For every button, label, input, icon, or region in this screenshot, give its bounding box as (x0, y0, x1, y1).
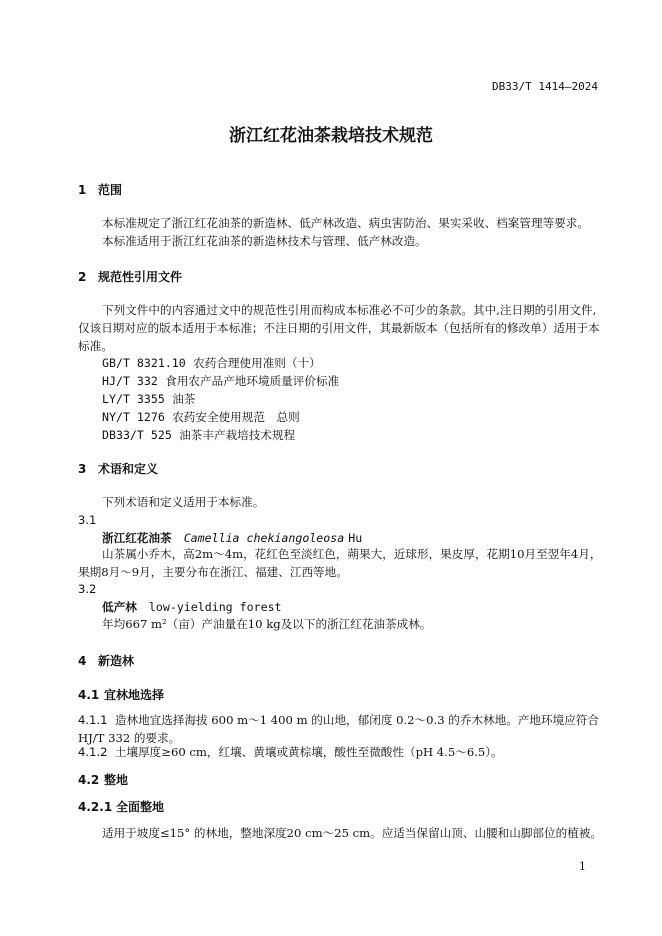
subsection-heading (78, 771, 128, 788)
reference-item (102, 409, 300, 425)
reference-item (102, 355, 321, 371)
reference-title: 油茶丰产栽培技术规程 (179, 428, 296, 442)
clause-number: 4.1.1 (78, 713, 108, 727)
reference-code: NY/T 1276 (102, 410, 165, 424)
reference-code: LY/T 3355 (102, 392, 165, 406)
clause (78, 744, 503, 760)
clause-text: 造林地宜选择海拔 600 m～1 400 m 的山地，郁闭度 0.2～0.3 的乔木林地。产地环境应符合 HJ/T 332 的要求。 (78, 713, 599, 745)
reference-item (102, 373, 339, 389)
section-title: 范围 (98, 183, 123, 197)
clause-number: 4.1.2 (78, 745, 108, 759)
clause (78, 711, 602, 747)
reference-code: HJ/T 332 (102, 374, 158, 388)
section-number: 2 (78, 270, 87, 284)
term-entry (102, 599, 282, 615)
section-4-heading (78, 652, 134, 669)
subsection-number: 4.2 (78, 773, 100, 787)
section-title: 规范性引用文件 (98, 270, 183, 284)
paragraph: 适用于坡度≤15° 的林地，整地深度20 cm～25 cm。应适当保留山顶、山腰和山脚部位的植被。 (102, 826, 602, 840)
section-2-heading (78, 268, 182, 285)
subsection-title: 宜林地选择 (104, 688, 165, 702)
subsection-heading (78, 686, 164, 703)
term-definition: 山茶属小乔木，高2m～4m，花红色至淡红色，蒴果大，近球形，果皮厚，花期10月至翌年4月，果期8月～9月，主要分布在浙江、福建、江西等地。 (78, 547, 602, 579)
term-number: 3.1 (78, 513, 97, 527)
paragraph: 下列术语和定义适用于本标准。 (102, 495, 265, 509)
standard-number: DB33/T 1414—2024 (492, 80, 598, 93)
term-name: 浙江红花油茶 (102, 531, 172, 545)
term-name: 低产林 (102, 600, 137, 614)
subsection-number: 4.2.1 (78, 800, 113, 814)
section-title: 术语和定义 (98, 462, 159, 476)
term-definition: 年均667 m²（亩）产油量在10 kg及以下的浙江红花油茶成林。 (102, 617, 432, 631)
reference-code: DB33/T 525 (102, 428, 172, 442)
paragraph: 本标准适用于浙江红花油茶的新造林技术与管理、低产林改造。 (102, 234, 427, 248)
term-entry (102, 530, 362, 546)
section-number: 1 (78, 183, 87, 197)
subsection-number: 4.1 (78, 688, 100, 702)
term-english-name: low-yielding forest (148, 600, 282, 614)
reference-title: 食用农产品产地环境质量评价标准 (165, 374, 340, 388)
section-title: 新造林 (98, 654, 135, 668)
section-number: 4 (78, 654, 87, 668)
section-3-heading (78, 460, 158, 477)
reference-title: 油茶 (172, 392, 196, 406)
term-latin-name: Camellia chekiangoleosa (183, 531, 345, 545)
reference-title: 农药合理使用准则（十） (193, 356, 321, 370)
subsection-title: 整地 (104, 773, 129, 787)
document-title: 浙江红花油茶栽培技术规范 (229, 126, 433, 146)
section-1-heading (78, 181, 122, 198)
reference-code: GB/T 8321.10 (102, 356, 186, 370)
subsection-heading (78, 798, 164, 815)
term-author: Hu (348, 531, 363, 545)
reference-item (102, 427, 295, 443)
section-number: 3 (78, 462, 87, 476)
term-number: 3.2 (78, 582, 97, 596)
reference-item (102, 391, 195, 407)
paragraph: 本标准规定了浙江红花油茶的新造林、低产林改造、病虫害防治、果实采收、档案管理等要求。 (102, 216, 589, 230)
subsection-title: 全面整地 (116, 800, 165, 814)
page-number: 1 (579, 860, 586, 873)
paragraph: 下列文件中的内容通过文中的规范性引用而构成本标准必不可少的条款。其中,注日期的引用文件,仅该日期对应的版本适用于本标准；不注日期的引用文件，其最新版本（包括所有的修改单）适用于本标准。 (78, 303, 600, 353)
clause-text: 土壤厚度≥60 cm，红壤、黄壤或黄棕壤，酸性至微酸性（pH 4.5～6.5）。 (114, 745, 503, 759)
reference-title: 农药安全使用规范 总则 (172, 410, 300, 424)
